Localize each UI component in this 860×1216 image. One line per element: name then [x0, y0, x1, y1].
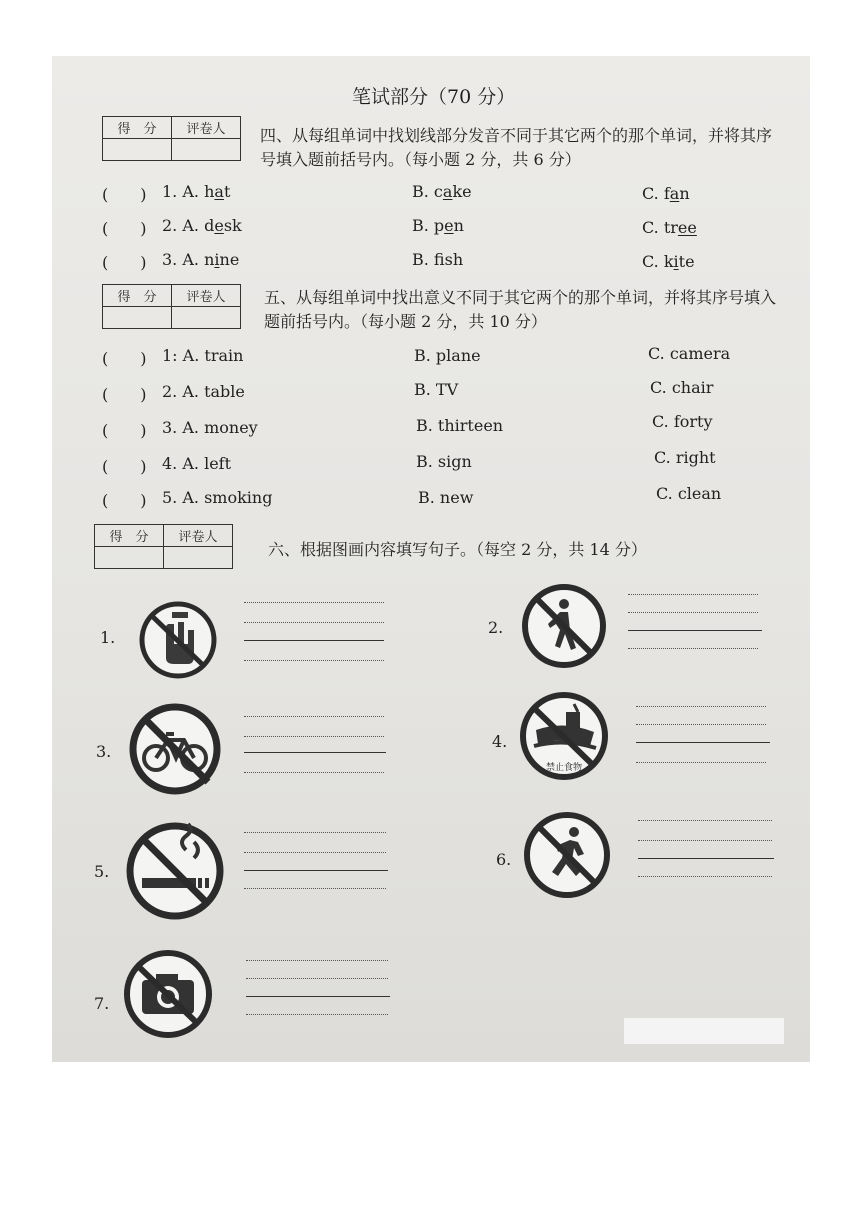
option-b: B. thirteen: [416, 416, 504, 435]
question-number: 1.: [100, 628, 116, 647]
option-b: B. sign: [416, 452, 472, 471]
answer-line[interactable]: [628, 648, 758, 649]
option-b: B. plane: [414, 346, 481, 365]
option-c: C. clean: [656, 484, 722, 503]
option-c: C. tree: [642, 218, 697, 237]
answer-line[interactable]: [246, 1014, 388, 1015]
score-cell[interactable]: [103, 307, 172, 329]
answer-line[interactable]: [244, 660, 384, 661]
answer-line[interactable]: [244, 888, 386, 889]
section4-instruction: 四、从每组单词中找划线部分发音不同于其它两个的那个单词，并将其序号填入题前括号内。（每小题 2 分，共 6 分）: [260, 126, 773, 169]
option-c: C. kite: [642, 252, 695, 271]
blurred-watermark: [624, 1018, 784, 1044]
sign-caption: 禁止食物: [545, 763, 583, 773]
option-b: B. TV: [414, 380, 459, 399]
answer-line[interactable]: [628, 594, 758, 595]
option-c: C. chair: [650, 378, 714, 397]
score-box: [94, 524, 233, 569]
answer-line[interactable]: [636, 724, 766, 725]
grader-label: 评卷人: [164, 525, 233, 547]
answer-line[interactable]: [246, 996, 390, 997]
option-a: 2. A. table: [162, 382, 245, 401]
answer-line[interactable]: [246, 978, 388, 979]
no-bicycles-icon: [122, 702, 228, 796]
question-number: 7.: [94, 994, 110, 1013]
answer-line[interactable]: [638, 820, 772, 821]
option-a: 1. A. hat: [162, 182, 231, 201]
question-number: 3.: [96, 742, 112, 761]
option-c: C. right: [654, 448, 716, 467]
answer-bracket[interactable]: ( ): [102, 421, 147, 440]
option-a: 1: A. train: [162, 346, 244, 365]
option-c: C. forty: [652, 412, 713, 431]
question-number: 2.: [488, 618, 504, 637]
option-a: 3. A. money: [162, 418, 258, 437]
score-label: 得 分: [95, 525, 164, 547]
option-a: 5. A. smoking: [162, 488, 273, 507]
answer-bracket[interactable]: ( ): [102, 349, 147, 368]
answer-line[interactable]: [244, 622, 384, 623]
answer-line[interactable]: [244, 752, 386, 753]
answer-bracket[interactable]: ( ): [102, 491, 147, 510]
score-cell[interactable]: [95, 547, 164, 569]
answer-bracket[interactable]: ( ): [102, 185, 147, 204]
question-number: 5.: [94, 862, 110, 881]
option-c: C. camera: [648, 344, 731, 363]
answer-bracket[interactable]: ( ): [102, 457, 147, 476]
answer-line[interactable]: [244, 716, 384, 717]
question-number: 4.: [492, 732, 508, 751]
answer-bracket[interactable]: ( ): [102, 253, 147, 272]
score-box: [102, 116, 241, 161]
page-title: 笔试部分（70 分）: [352, 86, 516, 108]
option-b: B. pen: [412, 216, 464, 235]
answer-line[interactable]: [244, 852, 386, 853]
answer-line[interactable]: [244, 640, 384, 641]
grader-label: 评卷人: [172, 117, 241, 139]
answer-line[interactable]: [244, 736, 384, 737]
grader-cell[interactable]: [172, 307, 241, 329]
no-smoking-icon: [124, 820, 226, 922]
no-photos-icon: [122, 948, 214, 1040]
option-b: B. fsh: [412, 250, 464, 269]
no-walking-icon: [520, 582, 608, 670]
section6-instruction: 六、根据图画内容填写句子。（每空 2 分，共 14 分）: [268, 540, 647, 559]
no-touching-icon: [138, 600, 218, 680]
answer-line[interactable]: [244, 870, 388, 871]
score-label: 得 分: [103, 117, 172, 139]
option-c: C. fan: [642, 184, 690, 203]
option-a: 4. A. left: [162, 454, 232, 473]
answer-line[interactable]: [638, 840, 772, 841]
answer-line[interactable]: [636, 762, 766, 763]
option-b: B. new: [418, 488, 474, 507]
exam-paper: [52, 56, 810, 1062]
score-box: [102, 284, 241, 329]
no-food-icon: [518, 690, 610, 782]
score-cell[interactable]: [103, 139, 172, 161]
answer-line[interactable]: [636, 742, 770, 743]
grader-label: 评卷人: [172, 285, 241, 307]
question-number: 6.: [496, 850, 512, 869]
answer-line[interactable]: [636, 706, 766, 707]
answer-bracket[interactable]: ( ): [102, 219, 147, 238]
section5-instruction: 五、从每组单词中找出意义不同于其它两个的那个单词，并将其序号填入题前括号内。（每小题 2 分，共 10 分）: [264, 288, 777, 331]
no-running-icon: [522, 810, 612, 900]
answer-line[interactable]: [638, 876, 772, 877]
option-a: 3. A. nine: [162, 250, 240, 269]
option-a: 2. A. desk: [162, 216, 242, 235]
answer-line[interactable]: [244, 602, 384, 603]
grader-cell[interactable]: [164, 547, 233, 569]
answer-line[interactable]: [244, 832, 386, 833]
answer-bracket[interactable]: ( ): [102, 385, 147, 404]
option-b: B. cake: [412, 182, 472, 201]
answer-line[interactable]: [244, 772, 384, 773]
answer-line[interactable]: [246, 960, 388, 961]
answer-line[interactable]: [638, 858, 774, 859]
answer-line[interactable]: [628, 630, 762, 631]
grader-cell[interactable]: [172, 139, 241, 161]
score-label: 得 分: [103, 285, 172, 307]
answer-line[interactable]: [628, 612, 758, 613]
